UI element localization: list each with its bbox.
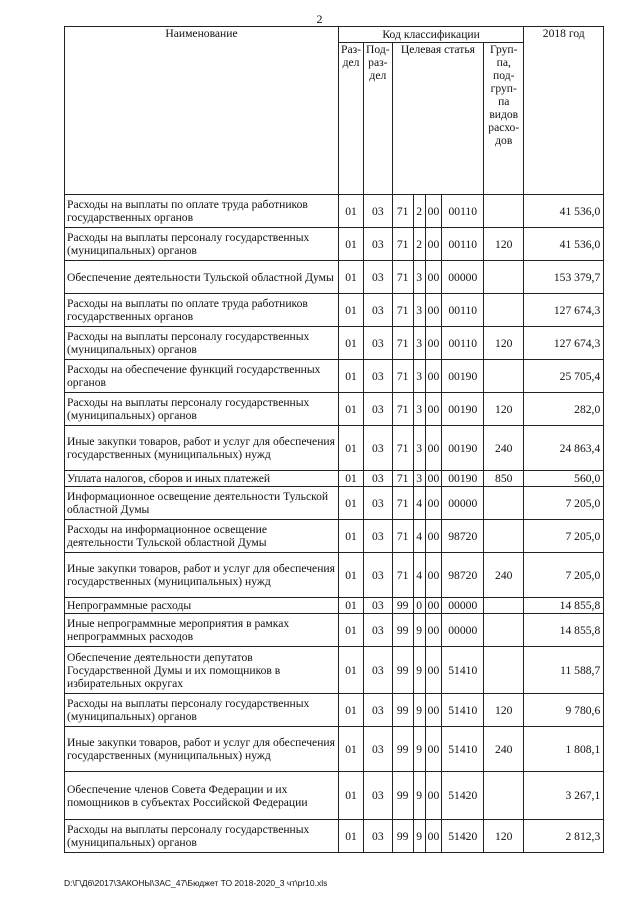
row-subsection: 03 bbox=[364, 261, 393, 294]
table-row bbox=[65, 598, 604, 614]
row-target-subprogram: 3 bbox=[413, 327, 425, 360]
row-subsection: 03 bbox=[364, 360, 393, 393]
row-target-subprogram: 3 bbox=[413, 393, 425, 426]
row-amount-2018: 7 205,0 bbox=[524, 520, 604, 553]
table-row bbox=[65, 727, 604, 772]
row-subsection: 03 bbox=[364, 393, 393, 426]
table-row bbox=[65, 614, 604, 647]
table-row bbox=[65, 294, 604, 327]
row-target-direction: 00 bbox=[425, 327, 442, 360]
row-target-program: 71 bbox=[392, 426, 413, 471]
row-expense-group bbox=[484, 520, 524, 553]
row-target-program: 71 bbox=[392, 327, 413, 360]
row-target-program: 71 bbox=[392, 261, 413, 294]
row-subsection: 03 bbox=[364, 772, 393, 820]
row-section: 01 bbox=[339, 820, 364, 853]
page-number: 2 bbox=[316, 12, 323, 26]
row-section: 01 bbox=[339, 228, 364, 261]
row-section: 01 bbox=[339, 471, 364, 487]
row-expense-group: 120 bbox=[484, 694, 524, 727]
row-expense-group bbox=[484, 487, 524, 520]
row-name: Иные закупки товаров, работ и услуг для обеспечения государственных (муниципальных) нужд bbox=[65, 553, 339, 598]
row-name: Расходы на обеспечение функций государственных органов bbox=[65, 360, 339, 393]
row-amount-2018: 41 536,0 bbox=[524, 228, 604, 261]
row-section: 01 bbox=[339, 195, 364, 228]
row-section: 01 bbox=[339, 294, 364, 327]
row-target-code: 98720 bbox=[442, 553, 484, 598]
row-target-code: 00110 bbox=[442, 294, 484, 327]
row-name: Расходы на выплаты персоналу государственных (муниципальных) органов bbox=[65, 393, 339, 426]
row-target-code: 00000 bbox=[442, 614, 484, 647]
row-target-direction: 00 bbox=[425, 261, 442, 294]
row-target-code: 51410 bbox=[442, 727, 484, 772]
row-subsection: 03 bbox=[364, 614, 393, 647]
table-row bbox=[65, 327, 604, 360]
row-name: Уплата налогов, сборов и иных платежей bbox=[65, 471, 339, 487]
row-subsection: 03 bbox=[364, 426, 393, 471]
row-section: 01 bbox=[339, 520, 364, 553]
row-name: Расходы на выплаты персоналу государственных (муниципальных) органов bbox=[65, 694, 339, 727]
row-target-direction: 00 bbox=[425, 426, 442, 471]
row-name: Расходы на выплаты персоналу государственных (муниципальных) органов bbox=[65, 327, 339, 360]
row-amount-2018: 153 379,7 bbox=[524, 261, 604, 294]
row-target-direction: 00 bbox=[425, 360, 442, 393]
row-amount-2018: 24 863,4 bbox=[524, 426, 604, 471]
row-target-subprogram: 3 bbox=[413, 471, 425, 487]
table-row bbox=[65, 647, 604, 694]
row-name: Иные непрограммные мероприятия в рамках непрограммных расходов bbox=[65, 614, 339, 647]
row-subsection: 03 bbox=[364, 647, 393, 694]
row-section: 01 bbox=[339, 553, 364, 598]
row-subsection: 03 bbox=[364, 487, 393, 520]
table-row bbox=[65, 772, 604, 820]
row-subsection: 03 bbox=[364, 598, 393, 614]
row-target-subprogram: 4 bbox=[413, 520, 425, 553]
file-path-footer: D:\Г\Д6\2017\ЗАКОНЫ\ЗАС_47\Бюджет ТО 2018-2020_3 чт\pr10.xls bbox=[64, 878, 328, 888]
row-target-subprogram: 9 bbox=[413, 820, 425, 853]
row-expense-group bbox=[484, 772, 524, 820]
row-amount-2018: 41 536,0 bbox=[524, 195, 604, 228]
row-section: 01 bbox=[339, 727, 364, 772]
row-subsection: 03 bbox=[364, 520, 393, 553]
row-target-direction: 00 bbox=[425, 614, 442, 647]
table-row bbox=[65, 487, 604, 520]
row-expense-group bbox=[484, 195, 524, 228]
table-row bbox=[65, 694, 604, 727]
table-body bbox=[65, 195, 604, 853]
row-amount-2018: 1 808,1 bbox=[524, 727, 604, 772]
row-amount-2018: 9 780,6 bbox=[524, 694, 604, 727]
table-row bbox=[65, 360, 604, 393]
row-target-subprogram: 3 bbox=[413, 360, 425, 393]
row-target-program: 71 bbox=[392, 195, 413, 228]
row-target-code: 00110 bbox=[442, 195, 484, 228]
row-expense-group bbox=[484, 360, 524, 393]
row-expense-group: 120 bbox=[484, 228, 524, 261]
row-amount-2018: 3 267,1 bbox=[524, 772, 604, 820]
row-target-program: 99 bbox=[392, 598, 413, 614]
row-target-code: 00000 bbox=[442, 487, 484, 520]
row-subsection: 03 bbox=[364, 228, 393, 261]
row-section: 01 bbox=[339, 598, 364, 614]
row-expense-group: 120 bbox=[484, 393, 524, 426]
row-target-direction: 00 bbox=[425, 487, 442, 520]
row-target-subprogram: 9 bbox=[413, 647, 425, 694]
row-target-direction: 00 bbox=[425, 228, 442, 261]
row-name: Расходы на информационное освещение деятельности Тульской областной Думы bbox=[65, 520, 339, 553]
header-group: Груп- па, под- груп- па видов расхо- дов bbox=[484, 43, 524, 195]
row-target-direction: 00 bbox=[425, 195, 442, 228]
row-expense-group bbox=[484, 598, 524, 614]
row-name: Обеспечение деятельности Тульской областной Думы bbox=[65, 261, 339, 294]
table-row bbox=[65, 393, 604, 426]
row-target-code: 00190 bbox=[442, 393, 484, 426]
row-amount-2018: 14 855,8 bbox=[524, 598, 604, 614]
row-section: 01 bbox=[339, 772, 364, 820]
row-target-program: 99 bbox=[392, 614, 413, 647]
row-target-program: 71 bbox=[392, 553, 413, 598]
row-target-subprogram: 3 bbox=[413, 261, 425, 294]
table-row bbox=[65, 820, 604, 853]
table-row bbox=[65, 195, 604, 228]
table-row bbox=[65, 426, 604, 471]
row-target-program: 99 bbox=[392, 772, 413, 820]
row-amount-2018: 127 674,3 bbox=[524, 294, 604, 327]
row-section: 01 bbox=[339, 360, 364, 393]
row-amount-2018: 7 205,0 bbox=[524, 553, 604, 598]
row-name: Расходы на выплаты по оплате труда работников государственных органов bbox=[65, 195, 339, 228]
row-amount-2018: 11 588,7 bbox=[524, 647, 604, 694]
table-row bbox=[65, 471, 604, 487]
row-name: Обеспечение деятельности депутатов Государственной Думы и их помощников в избирательных округах bbox=[65, 647, 339, 694]
row-subsection: 03 bbox=[364, 694, 393, 727]
row-expense-group: 240 bbox=[484, 426, 524, 471]
header-year: 2018 год bbox=[524, 27, 604, 195]
row-target-direction: 00 bbox=[425, 553, 442, 598]
row-subsection: 03 bbox=[364, 195, 393, 228]
row-target-direction: 00 bbox=[425, 694, 442, 727]
row-section: 01 bbox=[339, 261, 364, 294]
row-target-program: 71 bbox=[392, 228, 413, 261]
row-target-code: 51420 bbox=[442, 772, 484, 820]
row-target-subprogram: 9 bbox=[413, 614, 425, 647]
row-target-code: 00190 bbox=[442, 360, 484, 393]
table-row bbox=[65, 520, 604, 553]
row-expense-group: 240 bbox=[484, 553, 524, 598]
table-row bbox=[65, 228, 604, 261]
row-target-direction: 00 bbox=[425, 294, 442, 327]
row-target-program: 71 bbox=[392, 471, 413, 487]
row-target-direction: 00 bbox=[425, 772, 442, 820]
row-expense-group: 120 bbox=[484, 820, 524, 853]
row-name: Непрограммные расходы bbox=[65, 598, 339, 614]
row-target-code: 00190 bbox=[442, 471, 484, 487]
budget-table bbox=[64, 26, 604, 853]
row-target-code: 51410 bbox=[442, 694, 484, 727]
row-name: Расходы на выплаты персоналу государственных (муниципальных) органов bbox=[65, 228, 339, 261]
row-expense-group: 240 bbox=[484, 727, 524, 772]
row-amount-2018: 127 674,3 bbox=[524, 327, 604, 360]
row-target-code: 00110 bbox=[442, 228, 484, 261]
row-subsection: 03 bbox=[364, 294, 393, 327]
row-name: Расходы на выплаты по оплате труда работников государственных органов bbox=[65, 294, 339, 327]
row-name: Обеспечение членов Совета Федерации и их помощников в субъектах Российской Федерации bbox=[65, 772, 339, 820]
row-target-direction: 00 bbox=[425, 598, 442, 614]
row-section: 01 bbox=[339, 327, 364, 360]
row-amount-2018: 282,0 bbox=[524, 393, 604, 426]
row-section: 01 bbox=[339, 426, 364, 471]
row-target-subprogram: 9 bbox=[413, 694, 425, 727]
row-target-code: 00110 bbox=[442, 327, 484, 360]
row-amount-2018: 25 705,4 bbox=[524, 360, 604, 393]
row-target-program: 71 bbox=[392, 487, 413, 520]
row-target-program: 99 bbox=[392, 727, 413, 772]
row-section: 01 bbox=[339, 614, 364, 647]
row-name: Иные закупки товаров, работ и услуг для обеспечения государственных (муниципальных) нужд bbox=[65, 727, 339, 772]
row-subsection: 03 bbox=[364, 727, 393, 772]
row-expense-group: 850 bbox=[484, 471, 524, 487]
row-expense-group bbox=[484, 647, 524, 694]
row-target-subprogram: 2 bbox=[413, 228, 425, 261]
header-section: Раз- дел bbox=[339, 43, 364, 195]
row-target-code: 51410 bbox=[442, 647, 484, 694]
row-target-direction: 00 bbox=[425, 520, 442, 553]
row-target-direction: 00 bbox=[425, 471, 442, 487]
row-target-code: 00000 bbox=[442, 261, 484, 294]
header-name: Наименование bbox=[65, 27, 339, 195]
row-target-subprogram: 4 bbox=[413, 487, 425, 520]
header-target: Целевая статья bbox=[392, 43, 484, 195]
row-subsection: 03 bbox=[364, 820, 393, 853]
row-subsection: 03 bbox=[364, 471, 393, 487]
table-row bbox=[65, 261, 604, 294]
row-target-subprogram: 2 bbox=[413, 195, 425, 228]
row-target-program: 99 bbox=[392, 647, 413, 694]
row-target-subprogram: 9 bbox=[413, 727, 425, 772]
row-target-subprogram: 3 bbox=[413, 426, 425, 471]
row-target-subprogram: 3 bbox=[413, 294, 425, 327]
row-expense-group bbox=[484, 261, 524, 294]
row-section: 01 bbox=[339, 487, 364, 520]
row-target-program: 99 bbox=[392, 820, 413, 853]
row-target-program: 71 bbox=[392, 520, 413, 553]
table-row bbox=[65, 553, 604, 598]
row-target-code: 00000 bbox=[442, 598, 484, 614]
row-target-subprogram: 9 bbox=[413, 772, 425, 820]
row-amount-2018: 14 855,8 bbox=[524, 614, 604, 647]
row-subsection: 03 bbox=[364, 553, 393, 598]
row-target-direction: 00 bbox=[425, 647, 442, 694]
row-amount-2018: 7 205,0 bbox=[524, 487, 604, 520]
row-target-direction: 00 bbox=[425, 393, 442, 426]
row-name: Информационное освещение деятельности Тульской областной Думы bbox=[65, 487, 339, 520]
row-target-program: 71 bbox=[392, 360, 413, 393]
table-header bbox=[65, 27, 604, 195]
row-target-direction: 00 bbox=[425, 727, 442, 772]
row-target-program: 71 bbox=[392, 393, 413, 426]
header-subsection: Под- раз- дел bbox=[364, 43, 393, 195]
row-expense-group: 120 bbox=[484, 327, 524, 360]
row-section: 01 bbox=[339, 647, 364, 694]
row-target-direction: 00 bbox=[425, 820, 442, 853]
row-amount-2018: 2 812,3 bbox=[524, 820, 604, 853]
row-target-code: 51420 bbox=[442, 820, 484, 853]
row-amount-2018: 560,0 bbox=[524, 471, 604, 487]
row-expense-group bbox=[484, 614, 524, 647]
row-target-program: 99 bbox=[392, 694, 413, 727]
row-subsection: 03 bbox=[364, 327, 393, 360]
row-name: Расходы на выплаты персоналу государственных (муниципальных) органов bbox=[65, 820, 339, 853]
row-target-subprogram: 0 bbox=[413, 598, 425, 614]
header-classification: Код классификации bbox=[339, 27, 524, 43]
row-target-code: 00190 bbox=[442, 426, 484, 471]
row-expense-group bbox=[484, 294, 524, 327]
row-target-subprogram: 4 bbox=[413, 553, 425, 598]
row-section: 01 bbox=[339, 393, 364, 426]
row-target-code: 98720 bbox=[442, 520, 484, 553]
row-section: 01 bbox=[339, 694, 364, 727]
row-name: Иные закупки товаров, работ и услуг для обеспечения государственных (муниципальных) нужд bbox=[65, 426, 339, 471]
row-target-program: 71 bbox=[392, 294, 413, 327]
